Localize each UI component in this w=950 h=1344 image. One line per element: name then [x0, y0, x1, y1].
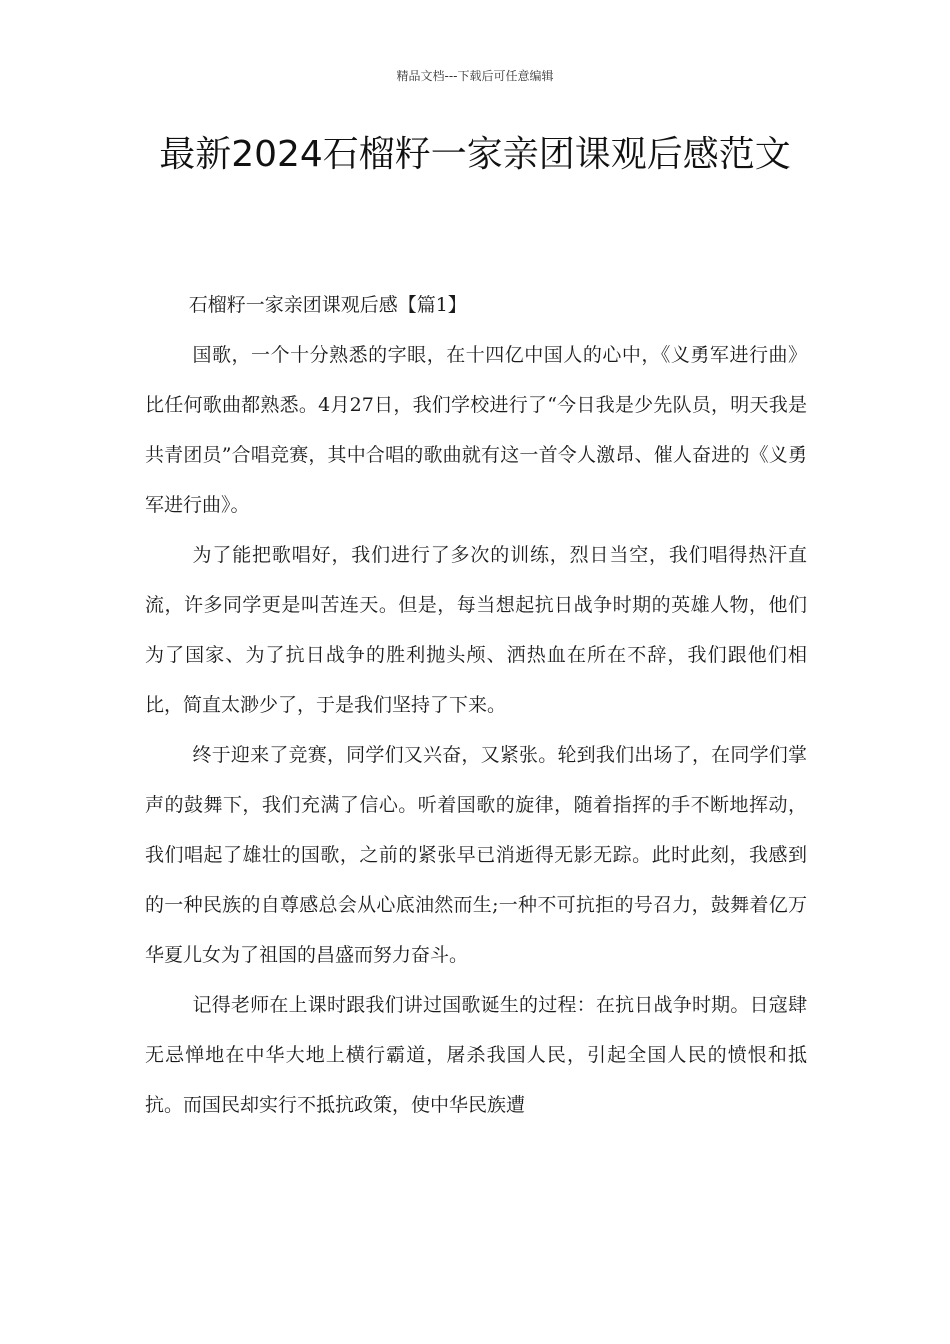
paragraph: 国歌，一个十分熟悉的字眼，在十四亿中国人的心中，《义勇军进行曲》比任何歌曲都熟悉。4月27日，我们学校进行了“今日我是少先队员，明天我是共青团员”合唱竞赛，其中合唱的歌曲就有这一首令人激昂、催人奋进的《义勇军进行曲》。 [145, 344, 807, 516]
paragraph: 为了能把歌唱好，我们进行了多次的训练，烈日当空，我们唱得热汗直流，许多同学更是叫苦连天。但是，每当想起抗日战争时期的英雄人物，他们为了国家、为了抗日战争的胜利抛头颅、洒热血在所在不辞，我们跟他们相比，简直太渺少了，于是我们坚持了下来。 [145, 544, 807, 716]
paragraph: 终于迎来了竞赛，同学们又兴奋，又紧张。轮到我们出场了，在同学们掌声的鼓舞下，我们充满了信心。听着国歌的旋律，随着指挥的手不断地挥动，我们唱起了雄壮的国歌，之前的紧张早已消逝得无影无踪。此时此刻，我感到的一种民族的自尊感总会从心底油然而生;一种不可抗拒的号召力，鼓舞着亿万华夏儿女为了祖国的昌盛而努力奋斗。 [145, 744, 807, 966]
header-note: 精品文档---下载后可任意编辑 [396, 69, 554, 83]
document-body [145, 280, 807, 1130]
document-title: 最新2024石榴籽一家亲团课观后感范文 [159, 134, 791, 175]
paragraph: 记得老师在上课时跟我们讲过国歌诞生的过程：在抗日战争时期。日寇肆无忌惮地在中华大地上横行霸道，屠杀我国人民，引起全国人民的愤恨和抵抗。而国民却实行不抵抗政策，使中华民族遭 [145, 994, 807, 1116]
section-heading: 石榴籽一家亲团课观后感【篇1】 [188, 294, 467, 316]
